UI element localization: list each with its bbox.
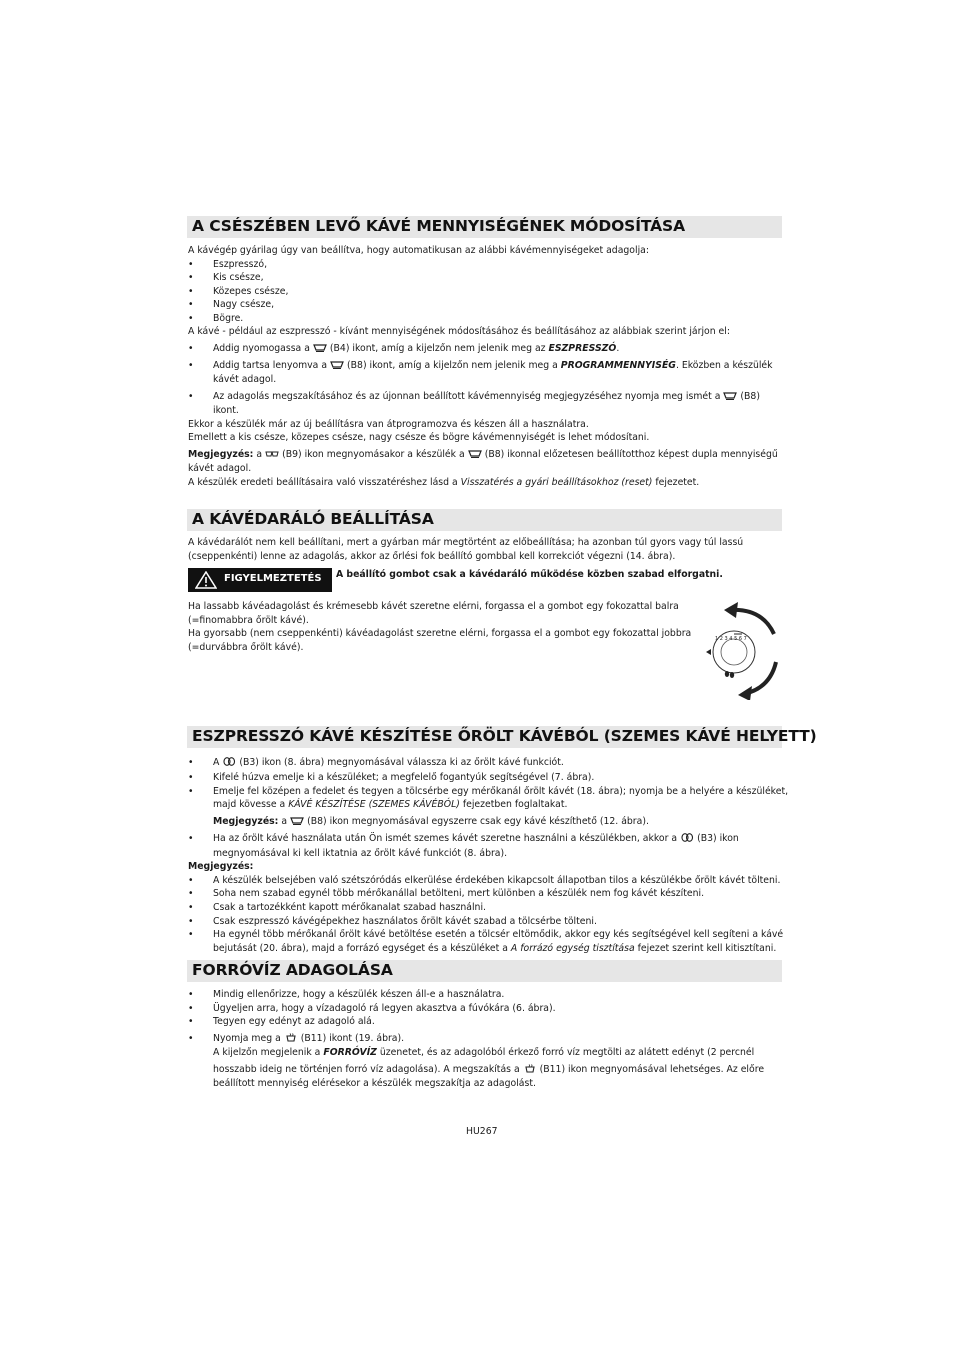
paragraph: Emellett a kis csésze, közepes csésze, nagy csésze és bögre kávémennyiségét is lehet módosítani. bbox=[188, 432, 650, 443]
list-item-continuation: megnyomásával ki kell iktatnia az őrölt kávé funkciót (8. ábra). bbox=[213, 848, 508, 859]
double-cup-icon bbox=[265, 449, 279, 458]
section-header-ground-coffee bbox=[187, 726, 817, 748]
paragraph: A kávégép gyárilag úgy van beállítva, hogy automatikusan az alábbi kávémennyiségeket adagolja: bbox=[188, 245, 649, 256]
note-heading: Megjegyzés: bbox=[188, 861, 254, 872]
coffee-cup-icon bbox=[290, 816, 304, 825]
list-item-continuation: ikont. bbox=[213, 405, 239, 416]
paragraph: (=finomabbra őrölt kávé). bbox=[188, 615, 309, 626]
warning-label: FIGYELMEZTETÉS bbox=[224, 573, 322, 584]
coffee-cup-icon bbox=[330, 360, 344, 369]
hot-water-icon bbox=[284, 1033, 298, 1042]
page-number: HU267 bbox=[466, 1126, 498, 1137]
paragraph: A készülék eredeti beállításaira való visszatéréshez lásd a Visszatérés a gyári beállításokhoz (reset) fejezetet. bbox=[188, 477, 700, 488]
section-header-grinder bbox=[187, 509, 782, 531]
section-title: A CSÉSZÉBEN LEVŐ KÁVÉ MENNYISÉGÉNEK MÓDOSÍTÁSA bbox=[192, 217, 686, 235]
paragraph: A kávé - például az eszpresszó - kívánt mennyiségének módosításához és beállításához az alábbiak szerint járjon el: bbox=[188, 326, 730, 337]
coffee-cup-icon bbox=[468, 449, 482, 458]
paragraph: (=durvábbra őrölt kávé). bbox=[188, 642, 304, 653]
paragraph: (cseppenkénti) lenne az adagolás, akkor az őrlési fok beállító gombbal kell korrekciót végezni (14. ábra). bbox=[188, 551, 676, 562]
paragraph: Ha lassabb kávéadagolást és krémesebb kávét szeretne elérni, forgassa el a gombot egy fokozattal balra bbox=[188, 601, 679, 612]
espresso-cup-icon bbox=[313, 343, 327, 352]
section-header-cup-quantity bbox=[187, 216, 782, 238]
note: Megjegyzés: a (B8) ikon megnyomásával egyszerre csak egy kávé készíthető (12. ábra). bbox=[213, 816, 649, 827]
paragraph: Ha gyorsabb (nem cseppenkénti) kávéadagolást szeretne elérni, forgassa el a gombot egy fokozattal jobbra bbox=[188, 628, 692, 639]
list-item-continuation: A kijelzőn megjelenik a FORRÓVÍZ üzenetet, és az adagolóból érkező forró víz megtölti az alátett edényt (2 percnél bbox=[213, 1047, 755, 1058]
list-item-continuation: majd kövesse a KÁVÉ KÉSZÍTÉSE (SZEMES KÁVÉBÓL) fejezetben foglaltakat. bbox=[213, 799, 568, 810]
grinder-dial-illustration bbox=[700, 600, 785, 700]
paragraph: Ekkor a készülék már az új beállításra van átprogramozva és készen áll a használatra. bbox=[188, 419, 589, 430]
warning-badge bbox=[188, 568, 332, 592]
section-header-hot-water bbox=[187, 960, 782, 982]
list-item-continuation: beállított mennyiség elérésekor a készülék megszakítja az adagolást. bbox=[213, 1078, 536, 1089]
dial-scale-numbers: 1 2 3 4 5 6 7 bbox=[715, 636, 747, 642]
hot-water-icon bbox=[523, 1064, 537, 1073]
section-title: FORRÓVÍZ ADAGOLÁSA bbox=[192, 961, 393, 979]
ground-coffee-icon bbox=[222, 757, 236, 766]
list-item-continuation: hosszabb ideig ne történjen forró víz adagolása). A megszakítás a (B11) ikon megnyomásával lehetséges. Az előre bbox=[213, 1064, 765, 1075]
paragraph: A kávédarálót nem kell beállítani, mert a gyárban már megtörtént az előbeállítása; ha azonban túl gyors vagy túl lassú bbox=[188, 537, 744, 548]
coffee-cup-icon bbox=[723, 391, 737, 400]
list-item-continuation: bejutását (20. ábra), majd a forrázó egységet és a készüléket a A forrázó egység tisztítása fejezet szerint kell kitisztítani. bbox=[213, 943, 777, 954]
note: Megjegyzés: a (B9) ikon megnyomásakor a készülék a (B8) ikonnal előzetesen beállítotthoz képest dupla mennyiségű bbox=[188, 449, 778, 460]
section-title: ESZPRESSZÓ KÁVÉ KÉSZÍTÉSE ŐRÖLT KÁVÉBÓL (SZEMES KÁVÉ HELYETT) bbox=[192, 727, 817, 745]
section-title: A KÁVÉDARÁLÓ BEÁLLÍTÁSA bbox=[192, 510, 434, 528]
warning-triangle-icon bbox=[195, 571, 217, 589]
ground-coffee-icon bbox=[680, 833, 694, 842]
warning-text: A beállító gombot csak a kávédaráló működése közben szabad elforgatni. bbox=[336, 569, 723, 580]
list-item-continuation: kávét adagol. bbox=[213, 374, 277, 385]
note-continuation: kávét adagol. bbox=[188, 463, 252, 474]
